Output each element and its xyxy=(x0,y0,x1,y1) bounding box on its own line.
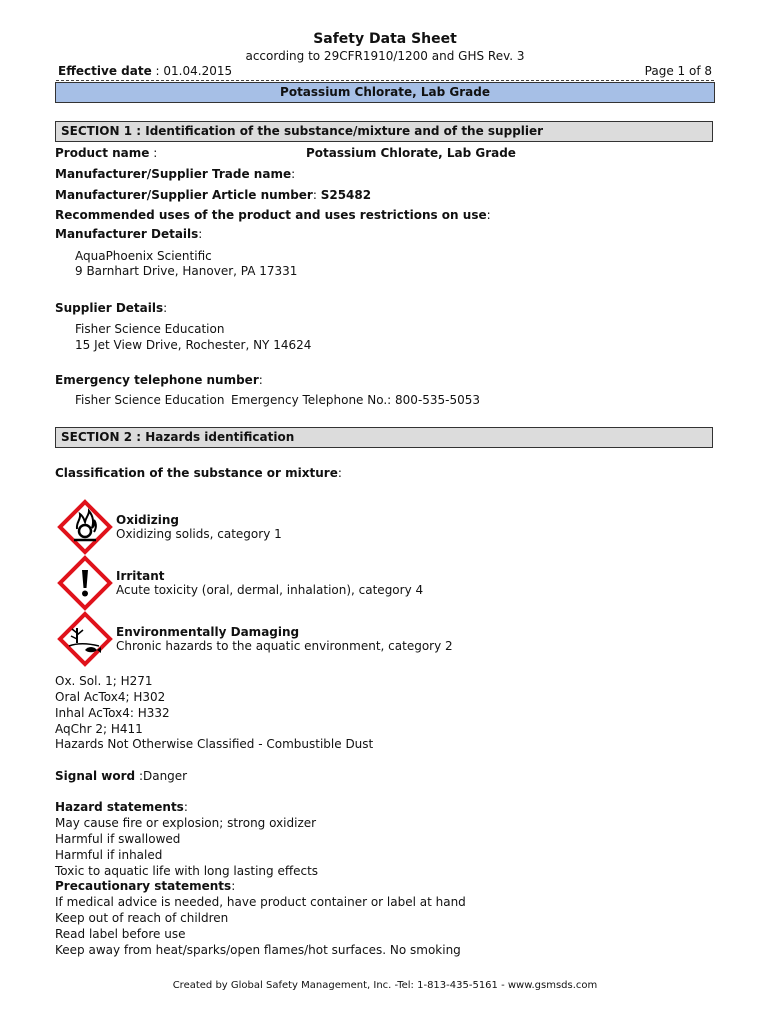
hazard-code: Hazards Not Otherwise Classified - Combustible Dust xyxy=(55,737,374,751)
section-1-heading: SECTION 1 : Identification of the substance/mixture and of the supplier xyxy=(55,121,713,142)
precautionary-statements-label: Precautionary statements xyxy=(55,879,232,893)
supplier-name: Fisher Science Education xyxy=(75,322,225,336)
classification-row: Classification of the substance or mixture: xyxy=(55,466,342,480)
emergency-phone-row: Emergency telephone number: xyxy=(55,373,263,387)
manufacturer-name: AquaPhoenix Scientific xyxy=(75,249,212,263)
flame-over-circle-icon xyxy=(57,499,113,555)
manufacturer-details-label: Manufacturer Details xyxy=(55,227,199,241)
product-banner: Potassium Chlorate, Lab Grade xyxy=(55,82,715,103)
supplier-address: 15 Jet View Drive, Rochester, NY 14624 xyxy=(75,338,312,352)
emergency-contact-name: Fisher Science Education xyxy=(75,393,225,407)
section-2-heading: SECTION 2 : Hazards identification xyxy=(55,427,713,448)
effective-date-value: : 01.04.2015 xyxy=(151,64,233,78)
signal-word-value: :Danger xyxy=(135,769,188,783)
hazard-title-environment: Environmentally Damaging xyxy=(116,625,300,639)
hazard-code: Inhal AcTox4: H332 xyxy=(55,706,170,720)
signal-word-label: Signal word xyxy=(55,769,136,783)
manufacturer-details-row: Manufacturer Details: xyxy=(55,227,203,241)
environment-icon xyxy=(57,611,113,667)
precautionary-statement: Keep out of reach of children xyxy=(55,911,229,925)
precautionary-statements-row: Precautionary statements: xyxy=(55,879,236,893)
hazard-statements-row: Hazard statements: xyxy=(55,800,188,814)
hazard-statement: Harmful if inhaled xyxy=(55,848,163,862)
trade-name-label: Manufacturer/Supplier Trade name xyxy=(55,167,292,181)
hazard-statement: Harmful if swallowed xyxy=(55,832,181,846)
hazard-desc-environment: Chronic hazards to the aquatic environment, category 2 xyxy=(116,639,453,653)
precautionary-statement: Keep away from heat/sparks/open flames/hot surfaces. No smoking xyxy=(55,943,461,957)
uses-label: Recommended uses of the product and uses restrictions on use xyxy=(55,208,487,222)
classification-label: Classification of the substance or mixture xyxy=(55,466,338,480)
hazard-desc-oxidizing: Oxidizing solids, category 1 xyxy=(116,527,282,541)
precautionary-statement: If medical advice is needed, have product container or label at hand xyxy=(55,895,466,909)
hazard-statement: Toxic to aquatic life with long lasting effects xyxy=(55,864,319,878)
hazard-title-oxidizing: Oxidizing xyxy=(116,513,179,527)
precautionary-statement: Read label before use xyxy=(55,927,186,941)
supplier-details-label: Supplier Details xyxy=(55,301,164,315)
document-subtitle: according to 29CFR1910/1200 and GHS Rev. 3 xyxy=(245,49,525,63)
article-number-row: Manufacturer/Supplier Article number: S25482 xyxy=(55,188,372,202)
hazard-statement: May cause fire or explosion; strong oxidizer xyxy=(55,816,317,830)
supplier-details-row: Supplier Details: xyxy=(55,301,168,315)
trade-name-row: Manufacturer/Supplier Trade name: xyxy=(55,167,296,181)
hazard-title-irritant: Irritant xyxy=(116,569,165,583)
emergency-phone-label: Emergency telephone number xyxy=(55,373,259,387)
hazard-desc-irritant: Acute toxicity (oral, dermal, inhalation), category 4 xyxy=(116,583,424,597)
page-number: Page 1 of 8 xyxy=(644,64,712,78)
product-name-separator: : xyxy=(149,146,158,160)
hazard-statements-label: Hazard statements xyxy=(55,800,184,814)
page-footer: Created by Global Safety Management, Inc. -Tel: 1-813-435-5161 - www.gsmsds.com xyxy=(172,980,598,991)
hazard-code: Oral AcTox4; H302 xyxy=(55,690,166,704)
manufacturer-address: 9 Barnhart Drive, Hanover, PA 17331 xyxy=(75,264,298,278)
effective-date xyxy=(58,64,232,78)
emergency-contact-phone: Emergency Telephone No.: 800-535-5053 xyxy=(231,393,481,407)
hazard-code: AqChr 2; H411 xyxy=(55,722,143,736)
signal-word-row xyxy=(55,769,187,783)
document-title: Safety Data Sheet xyxy=(313,31,457,47)
exclamation-mark-icon xyxy=(57,555,113,611)
article-number-value: S25482 xyxy=(320,188,372,202)
article-number-label: Manufacturer/Supplier Article number xyxy=(55,188,313,202)
hazard-code: Ox. Sol. 1; H271 xyxy=(55,674,153,688)
header-divider xyxy=(56,80,714,81)
uses-row: Recommended uses of the product and uses restrictions on use: xyxy=(55,208,491,222)
product-name-row xyxy=(55,146,157,160)
product-name-value: Potassium Chlorate, Lab Grade xyxy=(306,146,516,160)
product-name-label: Product name xyxy=(55,146,150,160)
effective-date-label: Effective date xyxy=(58,64,152,78)
